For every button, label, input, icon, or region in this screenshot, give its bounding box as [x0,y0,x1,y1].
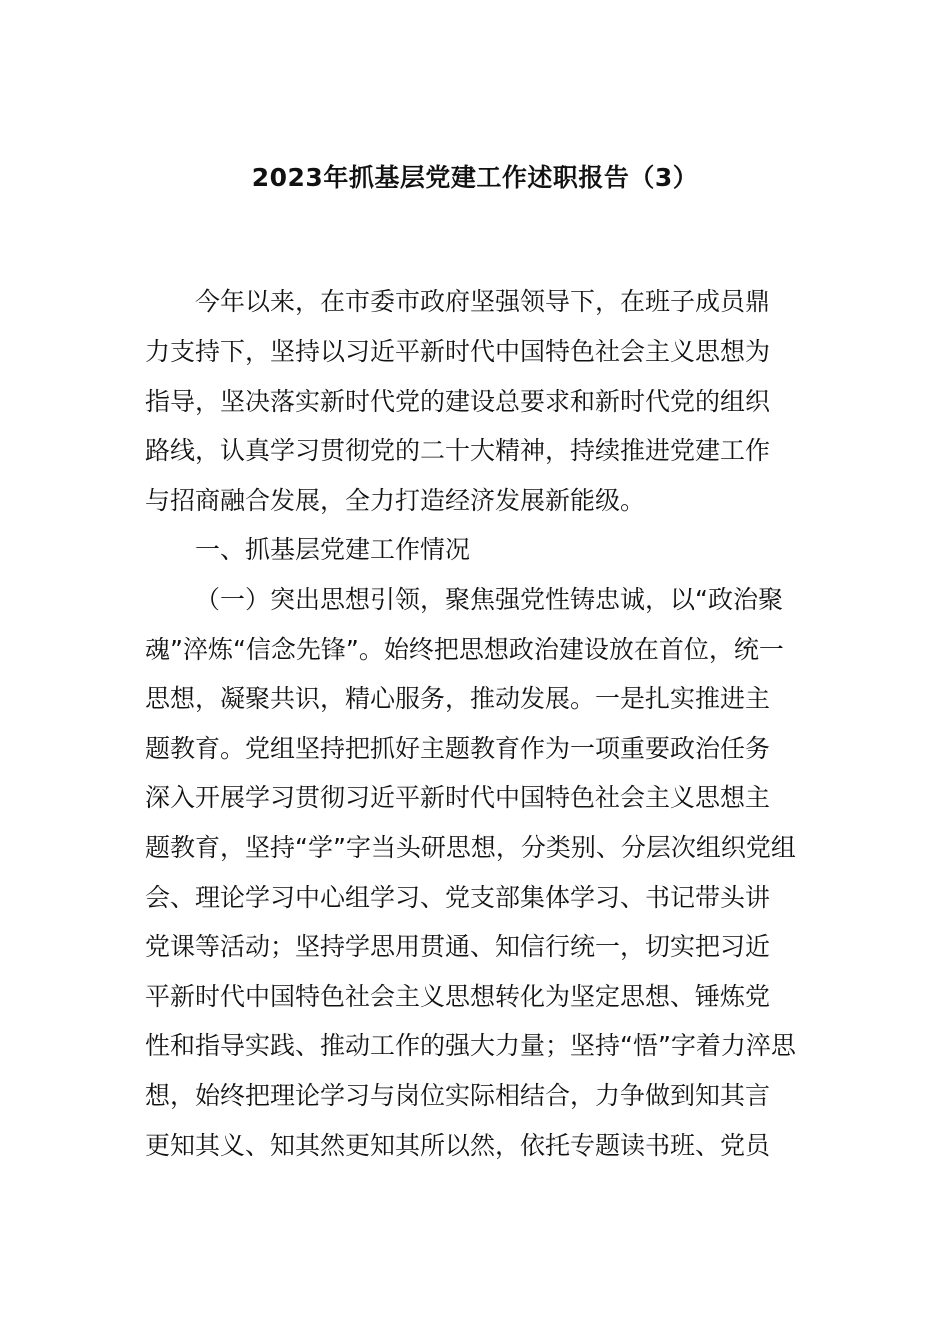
document-title: 2023年抓基层党建工作述职报告（3） [251,163,699,192]
body-line: 平新时代中国特色社会主义思想转化为坚定思想、锤炼党 [145,982,771,1011]
body-line: 题教育，坚持“学”字当头研思想，分类别、分层次组织党组 [145,833,796,862]
body-line: 性和指导实践、推动工作的强大力量；坚持“悟”字着力淬思 [145,1031,796,1060]
body-line: 路线，认真学习贯彻党的二十大精神，持续推进党建工作 [145,436,771,465]
body-line: 党课等活动；坚持学思用贯通、知信行统一，切实把习近 [145,932,771,961]
body-line: 更知其义、知其然更知其所以然，依托专题读书班、党员 [145,1131,771,1160]
body-line: 魂”淬炼“信念先锋”。始终把思想政治建设放在首位，统一 [145,635,784,664]
body-line: 力支持下，坚持以习近平新时代中国特色社会主义思想为 [145,337,771,366]
body-line: 今年以来，在市委市政府坚强领导下，在班子成员鼎 [195,287,771,316]
subsection-line: （一）突出思想引领，聚焦强党性铸忠诚，以“政治聚 [195,585,783,614]
body-line: 指导，坚决落实新时代党的建设总要求和新时代党的组织 [145,387,771,416]
section-heading: 一、抓基层党建工作情况 [195,535,471,564]
body-line: 与招商融合发展，全力打造经济发展新能级。 [145,486,646,515]
body-line: 题教育。党组坚持把抓好主题教育作为一项重要政治任务 [145,734,771,763]
body-line: 深入开展学习贯彻习近平新时代中国特色社会主义思想主 [145,783,771,812]
body-line: 想，始终把理论学习与岗位实际相结合，力争做到知其言 [145,1081,771,1110]
body-line: 思想，凝聚共识，精心服务，推动发展。一是扎实推进主 [145,684,771,713]
body-line: 会、理论学习中心组学习、党支部集体学习、书记带头讲 [145,883,771,912]
